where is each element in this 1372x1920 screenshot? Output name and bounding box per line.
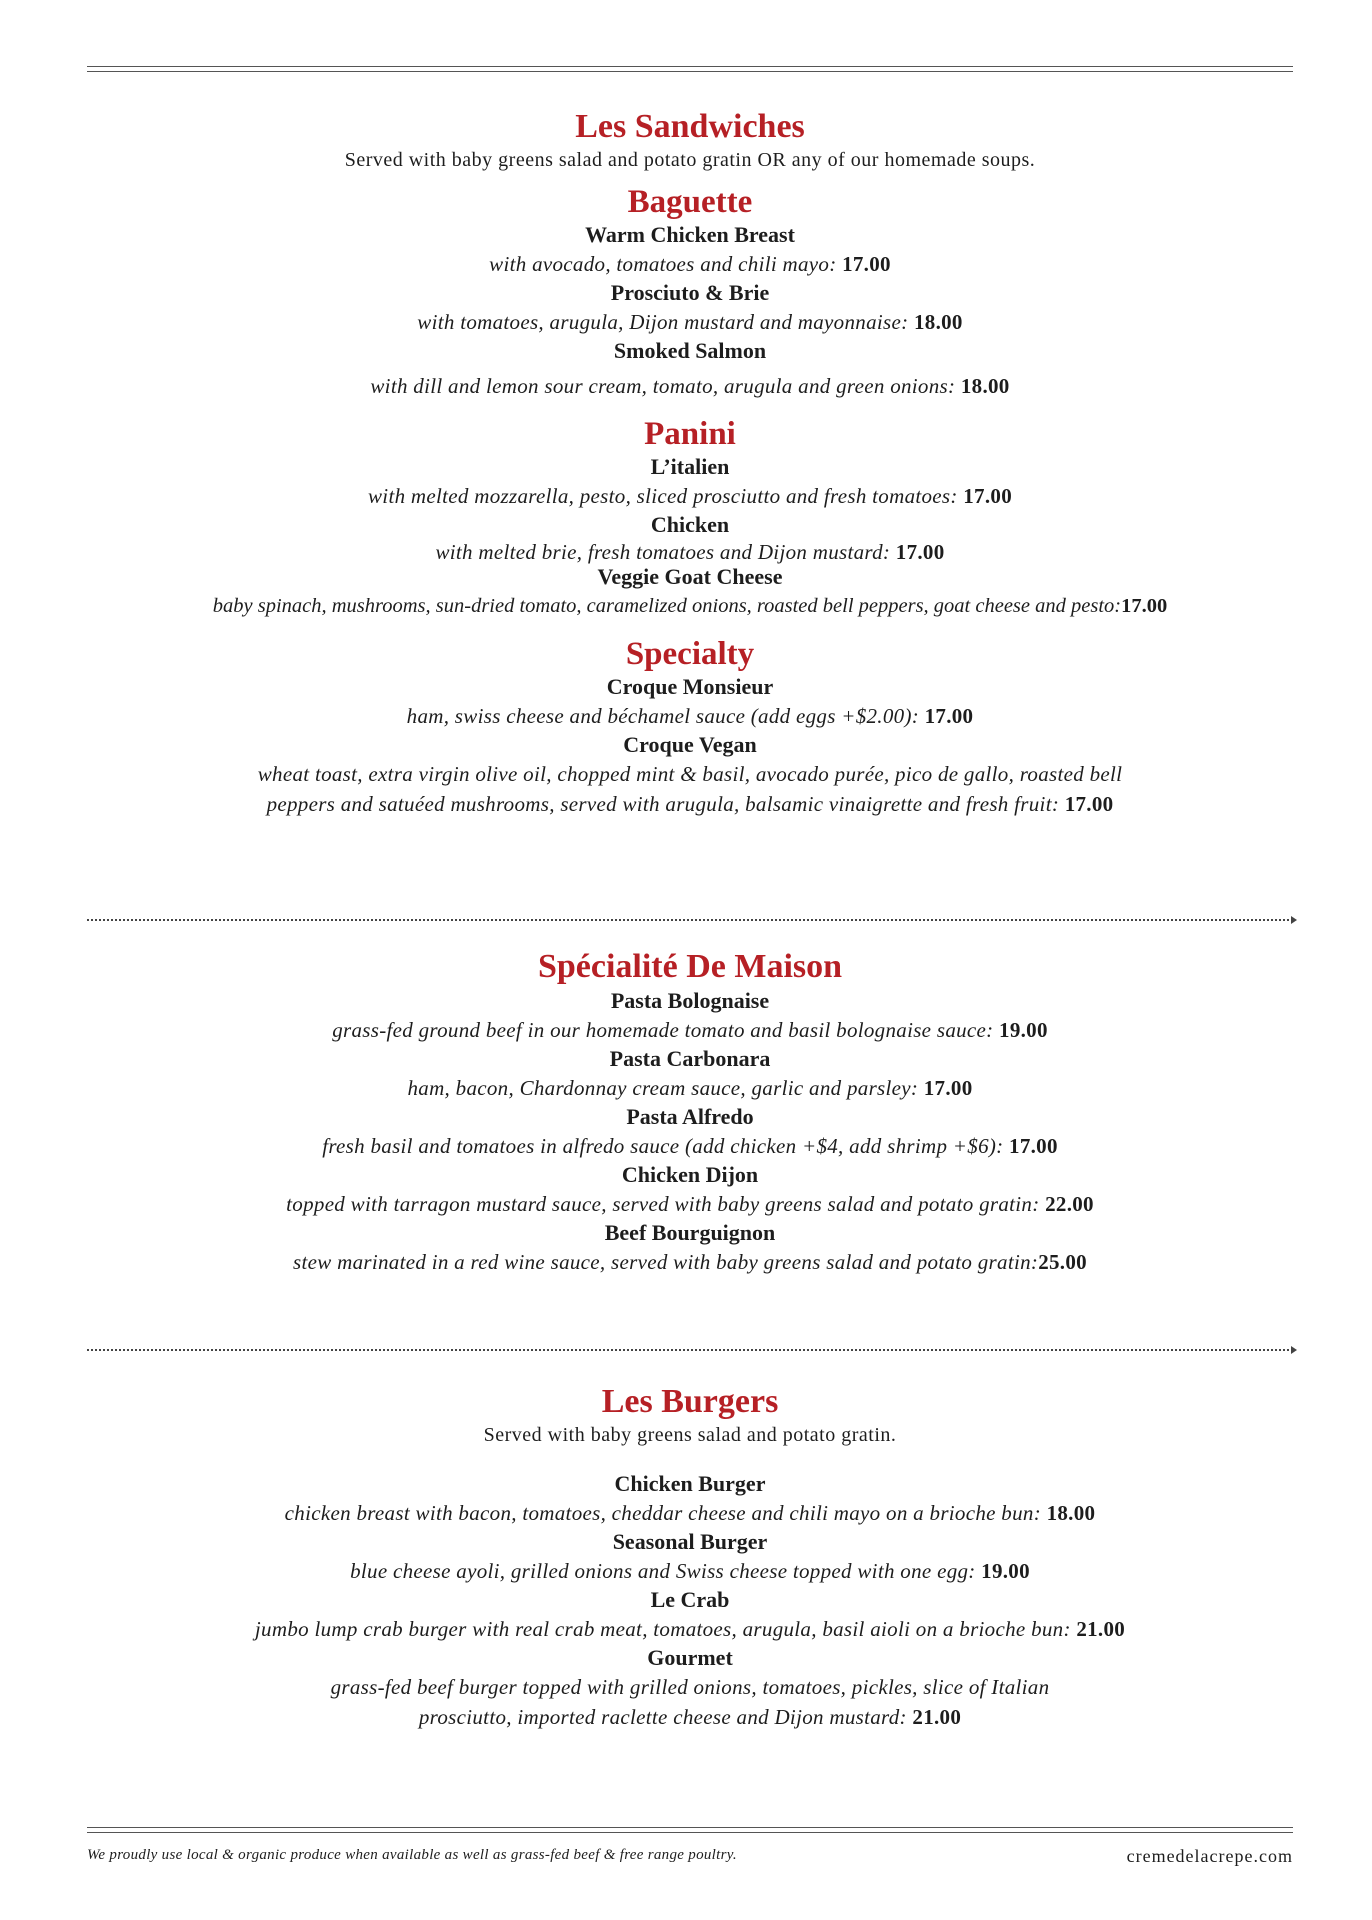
menu-item-price: 17.00 [842,252,891,276]
menu-item-name: Chicken Dijon [621,1162,759,1187]
menu-item-desc: prosciutto, imported raclette cheese and Dijon mustard: 21.00 [418,1705,962,1729]
menu-item-price: 17.00 [924,704,974,728]
menu-item-desc: with melted mozzarella, pesto, sliced prosciutto and fresh tomatoes: 17.00 [368,484,1012,508]
menu-item-desc: with tomatoes, arugula, Dijon mustard and mayonnaise: 18.00 [417,310,963,334]
menu-item-name: Chicken Burger [614,1471,766,1496]
section-title: Les Sandwiches [575,108,805,145]
menu-item-desc: grass-fed beef burger topped with grilled onions, tomatoes, pickles, slice of Italian [330,1675,1050,1699]
sandwiches-section [87,107,1293,819]
menu-item-desc: grass-fed ground beef in our homemade tomato and basil bolognaise sauce: 19.00 [332,1018,1048,1042]
menu-item-desc: wheat toast, extra virgin olive oil, chopped mint & basil, avocado purée, pico de gallo, roasted bell [257,762,1123,786]
menu-item-desc: with melted brie, fresh tomatoes and Dijon mustard: 17.00 [435,540,945,564]
menu-item-price: 21.00 [912,1705,962,1729]
menu-item-name: Pasta Carbonara [609,1046,771,1071]
menu-item-price: 17.00 [963,484,1012,508]
menu-item-desc: ham, swiss cheese and béchamel sauce (add eggs +$2.00): 17.00 [406,704,974,728]
menu-item-price: 21.00 [1076,1617,1126,1641]
section-note: Served with baby greens salad and potato gratin. [483,1424,897,1446]
menu-item-price: 19.00 [981,1559,1030,1583]
section-title: Spécialité De Maison [537,948,843,985]
menu-item-price: 18.00 [913,310,963,334]
footer-note: We proudly use local & organic produce when available as well as grass-fed beef & free range poultry. [87,1847,737,1863]
menu-item-desc: chicken breast with bacon, tomatoes, cheddar cheese and chili mayo on a brioche bun: 18.00 [284,1501,1096,1525]
menu-item-desc: blue cheese ayoli, grilled onions and Swiss cheese topped with one egg: 19.00 [350,1559,1030,1583]
menu-item-price: 18.00 [1046,1501,1096,1525]
bottom-divider [87,1827,1293,1833]
top-divider [87,66,1293,72]
menu-item-name: Prosciuto & Brie [610,280,770,305]
section-divider [87,919,1293,921]
menu-item-name: Pasta Alfredo [626,1104,754,1129]
menu-item-price: 17.00 [923,1076,973,1100]
menu-item-price: 17.00 [1064,792,1114,816]
menu-item-name: L’italien [650,454,730,479]
subsection-title: Specialty [625,636,755,672]
menu-item-desc: topped with tarragon mustard sauce, served with baby greens salad and potato gratin: 22.00 [286,1192,1094,1216]
menu-item-name: Seasonal Burger [612,1529,768,1554]
menu-item-name: Warm Chicken Breast [585,222,795,247]
menu-item-name: Chicken [650,512,730,537]
menu-item-price: 17.00 [1121,595,1168,617]
menu-item-desc: with avocado, tomatoes and chili mayo: 17.00 [489,252,891,276]
maison-section [87,947,1293,1277]
menu-item-desc: jumbo lump crab burger with real crab meat, tomatoes, arugula, basil aioli on a brioche bun: 21.00 [254,1617,1126,1641]
menu-item-price: 19.00 [999,1018,1048,1042]
menu-item-name: Beef Bourguignon [604,1220,776,1245]
section-title: Les Burgers [601,1383,779,1420]
footer-website-link[interactable]: cremedelacrepe.com [1126,1846,1293,1866]
menu-item-desc: baby spinach, mushrooms, sun-dried tomato, caramelized onions, roasted bell peppers, goat cheese and pesto:17.00 [212,595,1168,617]
subsection-title: Baguette [627,184,753,220]
menu-item-price: 22.00 [1045,1192,1094,1216]
menu-item-name: Smoked Salmon [613,338,767,363]
menu-item-price: 17.00 [1009,1134,1058,1158]
menu-item-name: Croque Monsieur [606,674,774,699]
menu-item-desc: ham, bacon, Chardonnay cream sauce, garlic and parsley: 17.00 [407,1076,973,1100]
menu-item-name: Croque Vegan [623,732,757,757]
menu-item-price: 17.00 [895,540,945,564]
menu-item-name: Pasta Bolognaise [610,988,770,1013]
menu-item-name: Gourmet [647,1645,733,1670]
menu-item-name: Le Crab [650,1587,730,1612]
menu-item-desc: fresh basil and tomatoes in alfredo sauce (add chicken +$4, add shrimp +$6): 17.00 [322,1134,1058,1158]
subsection-title: Panini [644,416,736,452]
section-divider [87,1349,1293,1351]
menu-item-desc: with dill and lemon sour cream, tomato, arugula and green onions: 18.00 [370,374,1010,398]
menu-item-name: Veggie Goat Cheese [597,564,783,589]
menu-item-desc: stew marinated in a red wine sauce, served with baby greens salad and potato gratin:25.00 [293,1250,1087,1274]
menu-item-desc: peppers and satuéed mushrooms, served with arugula, balsamic vinaigrette and fresh fruit: 17.00 [266,792,1114,816]
menu-item-price: 25.00 [1038,1250,1087,1274]
section-note: Served with baby greens salad and potato gratin OR any of our homemade soups. [344,149,1036,171]
burgers-section [87,1382,1293,1732]
menu-item-price: 18.00 [960,374,1010,398]
